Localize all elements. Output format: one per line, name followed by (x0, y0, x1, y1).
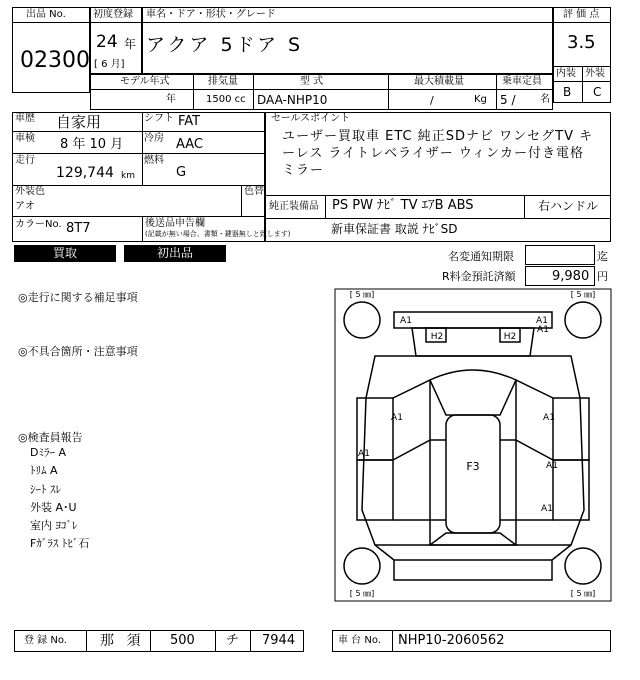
warranty-docs: 新車保証書 取説 ﾅﾋﾞSD (331, 222, 458, 236)
buy-button[interactable]: 買取 (14, 245, 116, 262)
genuine-equipment: PS PW ﾅﾋﾞ TV ｴｱB ABS (332, 198, 474, 213)
exterior-label: 外装 (585, 68, 605, 79)
color-no: 8T7 (66, 221, 91, 236)
registration-label: 登 録 No. (24, 635, 67, 646)
damage-mark: A1 (391, 413, 403, 423)
displacement-label: 排気量 (208, 76, 238, 87)
damage-mark: F3 (466, 460, 480, 473)
car-name-label: 車名・ドア・形状・グレード (146, 9, 276, 20)
capacity-unit: 名 (540, 94, 550, 105)
registration-number: 7944 (262, 633, 296, 648)
lot-number: 02300 (20, 48, 90, 73)
color-change-label: 色替 (244, 186, 264, 197)
tire-depth-front-right: [ 5 ㎜] (570, 290, 596, 299)
tire-front-left (344, 302, 380, 338)
damage-mark: H2 (503, 332, 517, 342)
max-load-value: / (430, 94, 434, 107)
model-code: DAA-NHP10 (257, 93, 328, 107)
first-registration-year: 24 (96, 32, 118, 52)
sales-point-text: ユーザー買取車 ETC 純正SDナビ ワンセグTV キーレス ライトレベライザー ウィンカー付き電格ミラー (282, 129, 594, 178)
fuel: G (176, 165, 187, 180)
damage-mark: A1 (537, 325, 549, 335)
damage-mark: A1 (541, 504, 553, 514)
recycle-amount: 9,980 (552, 269, 590, 284)
mileage-unit: km (121, 171, 135, 181)
year-unit: 年 (124, 37, 137, 51)
inspector-line: ｼｰﾄ ｽﾚ (30, 483, 61, 496)
displacement: 1500 cc (206, 94, 246, 105)
shift: FAT (178, 114, 201, 129)
sales-point-label: セールスポイント (271, 113, 351, 124)
inspector-line: Fｶﾞﾗｽ ﾄﾋﾞ石 (30, 537, 90, 550)
chassis-number: NHP10-2060562 (398, 633, 505, 648)
driving-notes-label: ◎走行に関する補足事項 (18, 291, 138, 304)
tire-rear-right (565, 548, 601, 584)
color-no-label: カラーNo. (15, 219, 62, 230)
ac-label: 冷房 (144, 133, 164, 144)
rating-label: 評 価 点 (563, 9, 600, 20)
model-year-unit: 年 (166, 94, 176, 105)
defects-notes-label: ◎不具合箇所・注意事項 (18, 345, 138, 358)
tire-rear-left (344, 548, 380, 584)
damage-mark: A1 (400, 316, 412, 326)
max-load-label: 最大積載量 (414, 76, 464, 87)
fuel-label: 燃料 (144, 155, 164, 166)
inspector-report-label: ◎検査員報告 (18, 431, 83, 444)
inspection: 8 年 10 月 (60, 137, 124, 152)
inspector-line: Dﾐﾗｰ A (30, 446, 66, 459)
interior-label: 内装 (556, 68, 576, 79)
history: 自家用 (56, 113, 102, 131)
first-listing-button[interactable]: 初出品 (124, 245, 226, 262)
aftermarket-label: 後送品申告欄 (145, 218, 205, 229)
aftermarket-note: (記載が無い場合、書類・鍵器無しと致します) (145, 230, 291, 238)
lot-number-label: 出品 No. (26, 9, 66, 20)
ac: AAC (176, 137, 203, 152)
first-registration-month: [ 6 月] (94, 59, 125, 70)
interior-grade: B (563, 85, 572, 99)
car-name: アクア 5ドア S (146, 34, 304, 56)
inspector-line: ﾄﾘﾑ A (30, 464, 58, 477)
exterior-grade: C (593, 85, 602, 99)
damage-mark: A1 (358, 449, 370, 459)
history-label: 車歴 (15, 113, 35, 124)
tire-depth-front-left: [ 5 ㎜] (349, 290, 375, 299)
registration-class: 500 (170, 633, 195, 648)
name-change-label: 名変通知期限 (448, 250, 514, 263)
mileage-label: 走行 (15, 155, 35, 166)
inspector-line: 外装 A･U (30, 501, 77, 514)
genuine-equipment-label: 純正装備品 (269, 201, 319, 212)
shift-label: シフト (144, 113, 174, 124)
chassis-label: 車 台 No. (338, 635, 381, 646)
tire-front-right (565, 302, 601, 338)
capacity-label: 乗車定員 (502, 76, 542, 87)
steering-side: 右ハンドル (538, 199, 599, 213)
max-load-unit: Kg (474, 94, 487, 105)
damage-mark: H2 (430, 332, 444, 342)
capacity: 5 / (500, 93, 516, 107)
registration-kana: チ (226, 633, 240, 648)
color: アオ (15, 201, 35, 212)
rating-value: 3.5 (567, 32, 596, 53)
tire-depth-rear-left: [ 5 ㎜] (349, 589, 375, 598)
registration-area: 那 須 (100, 633, 145, 649)
color-label: 外装色 (15, 186, 45, 197)
model-code-label: 型 式 (300, 76, 324, 87)
recycle-unit: 円 (597, 270, 608, 283)
tire-depth-rear-right: [ 5 ㎜] (570, 589, 596, 598)
damage-mark: A1 (543, 413, 555, 423)
name-change-unit: 迄 (597, 250, 608, 263)
damage-mark: A1 (546, 461, 558, 471)
model-year-label: モデル年式 (120, 76, 170, 87)
recycle-label: R料金預託済額 (442, 270, 516, 283)
inspector-line: 室内 ﾖｺﾞﾚ (30, 519, 78, 532)
inspection-label: 車検 (15, 133, 35, 144)
mileage: 129,744 (56, 165, 114, 181)
first-registration-label: 初度登録 (93, 9, 133, 20)
damage-mark: A1 (536, 316, 548, 326)
